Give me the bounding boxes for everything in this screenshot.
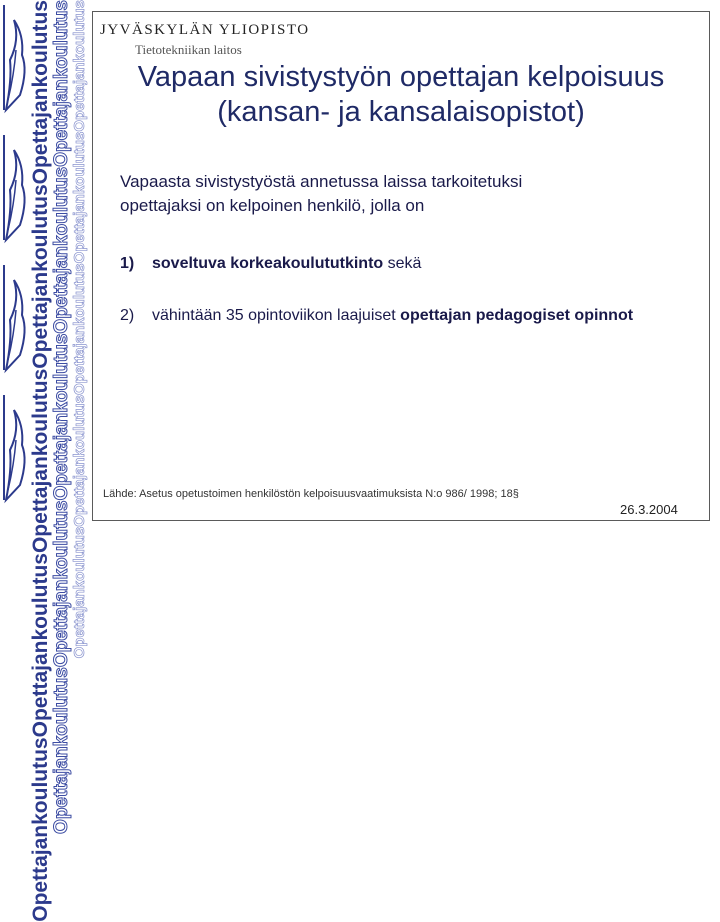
department-name: Tietotekniikan laitos — [135, 42, 242, 57]
torch-flame-icon — [0, 0, 32, 120]
strip-text-column — [29, 0, 52, 922]
strip-text-column — [71, 0, 88, 659]
intro-line: opettajaksi on kelpoinen henkilö, jolla on — [120, 196, 425, 215]
list-item-bold-text: opettajan pedagogiset opinnot — [400, 307, 634, 324]
list-item — [120, 305, 680, 327]
intro-line: Vapaasta sivistystyöstä annetussa laissa tarkoitetuksi — [120, 172, 523, 191]
strip-text: OpettajankoulutusOpettajankoulutusOpettajankoulutusOpettajankoulutusOpettajankoulutus — [71, 0, 88, 659]
intro-text — [120, 170, 680, 218]
slide-title — [92, 60, 710, 130]
strip-text-column — [51, 0, 72, 834]
slide-title-line: Vapaan sivistystyön opettajan kelpoisuus — [137, 61, 665, 93]
strip-text: OpettajankoulutusOpettajankoulutusOpettajankoulutusOpettajankoulutusOpettajankoulutus — [29, 0, 52, 922]
list-item-bold-text: soveltuva korkeakoulututkinto — [152, 255, 384, 272]
left-decorative-strip — [0, 0, 88, 922]
list-item-number: 1) — [120, 255, 135, 272]
list-item — [120, 253, 680, 275]
torch-flame-icon — [0, 390, 32, 510]
university-name: JYVÄSKYLÄN YLIOPISTO — [100, 22, 310, 38]
torch-flame-icon — [0, 260, 32, 380]
slide-date: 26.3.2004 — [620, 502, 678, 517]
source-citation: Lähde: Asetus opetustoimen henkilöstön kelpoisuusvaatimuksista N:o 986/ 1998; 18§ — [103, 488, 519, 500]
list-item-text: vähintään 35 opintoviikon laajuiset — [152, 307, 401, 324]
list-item-text: sekä — [383, 255, 422, 272]
slide-title-line: (kansan- ja kansalaisopistot) — [217, 96, 585, 128]
torch-flame-icon — [0, 130, 32, 250]
list-item-number: 2) — [120, 307, 135, 324]
strip-text: OpettajankoulutusOpettajankoulutusOpettajankoulutusOpettajankoulutusOpettajankoulutus — [51, 0, 72, 834]
